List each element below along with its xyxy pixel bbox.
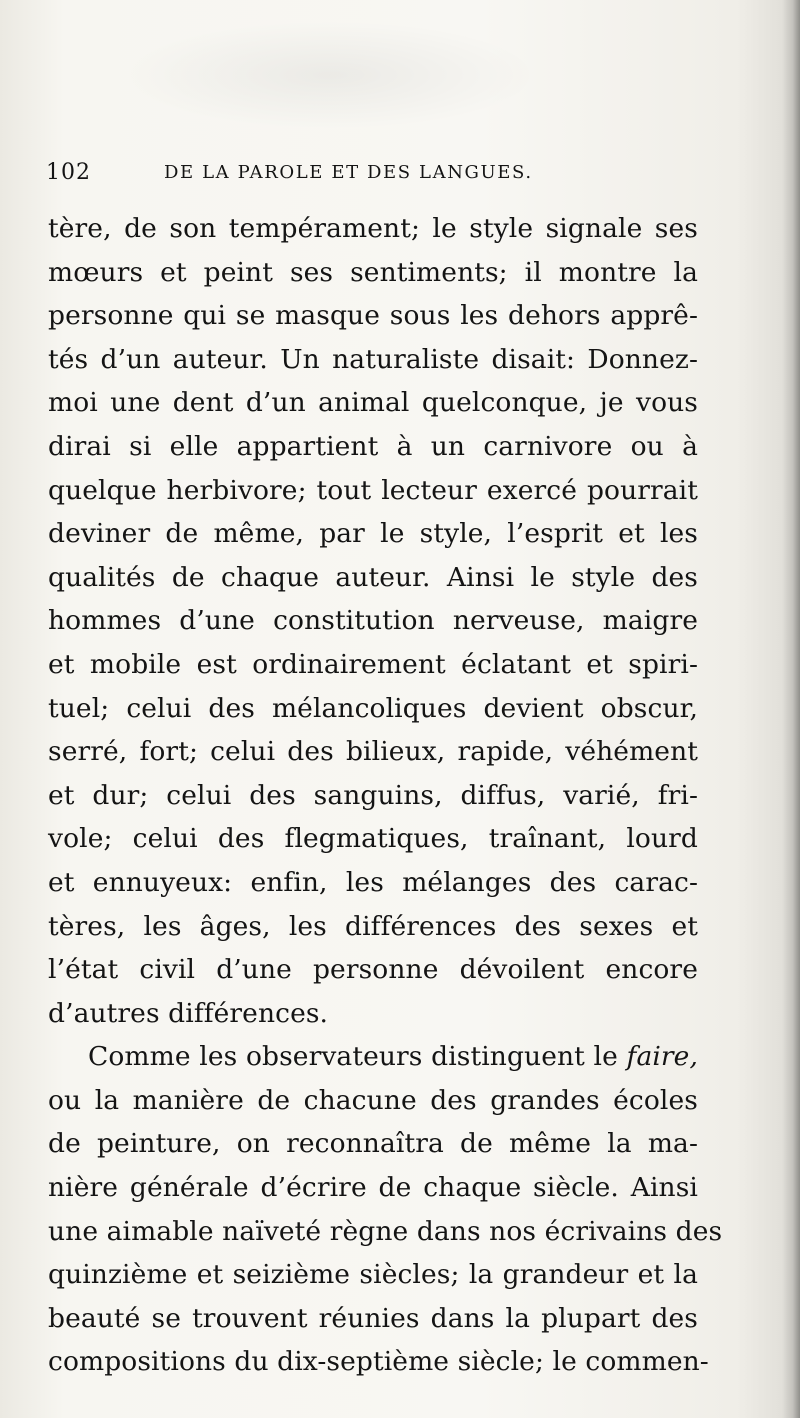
- italic-term: faire,: [626, 1041, 698, 1073]
- text-line: ou la manière de chacune des grandes écoles: [48, 1084, 698, 1116]
- text-line: vole; celui des flegmatiques, traînant, lourd: [48, 823, 698, 855]
- text-line: dirai si elle appartient à un carnivore ou à: [48, 430, 698, 462]
- text-line: nière générale d’écrire de chaque siècle. Ainsi: [48, 1172, 698, 1204]
- paragraph-end-line: d’autres différences.: [48, 997, 329, 1029]
- text-line: quelque herbivore; tout lecteur exercé pourrait: [48, 474, 698, 506]
- page-number: 102: [46, 160, 91, 185]
- text-line: hommes d’une constitution nerveuse, maigre: [48, 605, 698, 637]
- text-line: tuel; celui des mélancoliques devient obscur,: [48, 692, 698, 724]
- body-text: [48, 207, 723, 1384]
- binding-shadow: [782, 0, 800, 1418]
- text-line: l’état civil d’une personne dévoilent encore: [48, 954, 698, 986]
- text-line: de peinture, on reconnaîtra de même la ma-: [48, 1128, 698, 1160]
- text-line: tère, de son tempérament; le style signale ses: [48, 213, 698, 244]
- page-stain: [120, 20, 540, 130]
- text-line: et dur; celui des sanguins, diffus, varié, fri-: [48, 779, 698, 811]
- text-line: serré, fort; celui des bilieux, rapide, véhément: [48, 736, 698, 768]
- text-line: et mobile est ordinairement éclatant et spiri-: [48, 648, 698, 680]
- paragraph-2-first-line: [48, 1035, 698, 1079]
- text-line: personne qui se masque sous les dehors apprê-: [48, 300, 698, 332]
- text-line: quinzième et seizième siècles; la grandeur et la: [48, 1259, 698, 1291]
- page-header: [46, 160, 746, 194]
- text-line: tères, les âges, les différences des sexes et: [48, 910, 698, 942]
- text-line: une aimable naïveté règne dans nos écrivains des: [48, 1215, 723, 1247]
- text-line: beauté se trouvent réunies dans la plupart des: [48, 1302, 698, 1334]
- text-line: moi une dent d’un animal quelconque, je vous: [48, 387, 698, 419]
- paragraph-2-lead-text: Comme les observateurs distinguent le: [88, 1041, 618, 1073]
- text-line: qualités de chaque auteur. Ainsi le style des: [48, 561, 698, 593]
- text-line: mœurs et peint ses sentiments; il montre la: [48, 256, 698, 288]
- text-line: tés d’un auteur. Un naturaliste disait: Donnez-: [48, 343, 698, 375]
- text-line: compositions du dix-septième siècle; le commen-: [48, 1346, 709, 1378]
- text-line: deviner de même, par le style, l’esprit et les: [48, 518, 698, 550]
- text-line: et ennuyeux: enfin, les mélanges des carac-: [48, 866, 698, 898]
- running-head: DE LA PAROLE ET DES LANGUES.: [164, 162, 533, 183]
